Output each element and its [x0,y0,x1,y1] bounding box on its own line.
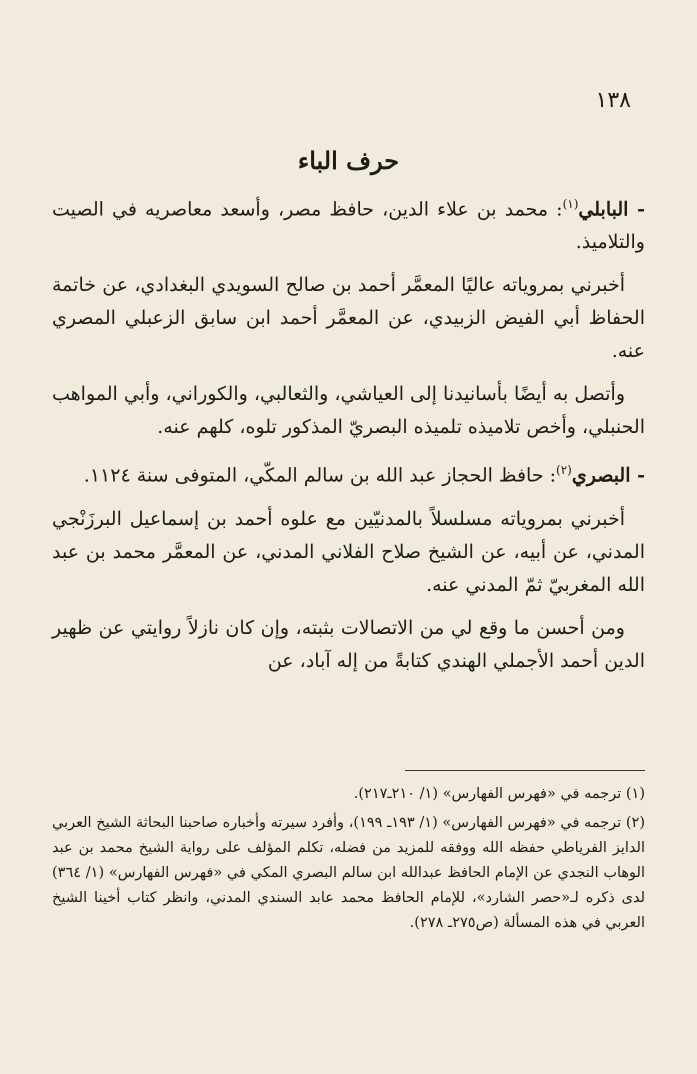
footnotes [52,782,645,940]
paragraph: ومن أحسن ما وقع لي من الاتصالات بثبته، وإن كان نازلاً روايتي عن ظهير الدين أحمد الأجملي الهندي كتابةً من إله آباد، عن [52,616,645,672]
paragraph: وأتصل به أيضًا بأسانيدنا إلى العياشي، والثعالبي، والكوراني، وأبي المواهب الحنبلي، وأخص تلاميذه تلميذه البصريّ المذكور تلوه، كلهم عنه. [52,383,645,439]
paragraph: أخبرني بمروياته عاليًا المعمَّر أحمد بن صالح السويدي البغدادي، عن خاتمة الحفاظ أبي الفيض الزبيدي، عن المعمَّر أحمد ابن سابق الزعبلي المصري عنه. [52,274,645,363]
entry-name: - البابلي [578,198,645,221]
entry-basri [52,454,645,492]
paragraph: أخبرني بمروياته مسلسلاً بالمدنيّين مع علوه أحمد بن إسماعيل البرزَنْجي المدني، عن أبيه، عن الشيخ صلاح الفلاني المدني، عن المعمَّر محمد بن عبد الله المغربيّ ثمّ المدني عنه. [52,507,645,596]
entry-name: - البصري [571,464,645,487]
entry-text: : محمد بن علاء الدين، حافظ مصر، وأسعد معاصريه في الصيت والتلاميذ. [52,198,645,254]
entry-text: : حافظ الحجاز عبد الله بن سالم المكّي، المتوفى سنة ١١٢٤. [83,464,557,487]
footnote-ref[interactable]: (١) [562,197,579,211]
entry-babili [52,188,645,259]
footnote: (٢) ترجمه في «فهرس الفهارس» (١/ ١٩٣ـ ١٩٩)، وأفرد سيرته وأخباره صاحبنا البحاثة الشيخ العربي الدايز الفرياطي حفظه الله ووفقه للمزيد من فضله، تكلم المؤلف على رواية الشيخ محمد بن عبد الوهاب النجدي عن الإمام الحافظ عبدالله ابن سالم البصري المكي في «فهرس الفهارس» (١/ ٣٦٤) لدى ذكره لـ«حصر الشارد»، للإمام الحافظ محمد عابد السندي المدني، وانظر كتاب أخينا الشيخ العربي في هذه المسألة (ص٢٧٥ـ ٢٧٨). [52,815,645,931]
page-number: ١٣٨ [595,88,631,113]
footnote-divider [405,770,645,771]
footnote: (١) ترجمه في «فهرس الفهارس» (١/ ٢١٠ـ٢١٧). [353,786,645,802]
footnote-ref[interactable]: (٢) [556,463,572,478]
section-title: حرف الباء [297,146,400,175]
body-text [52,188,645,688]
